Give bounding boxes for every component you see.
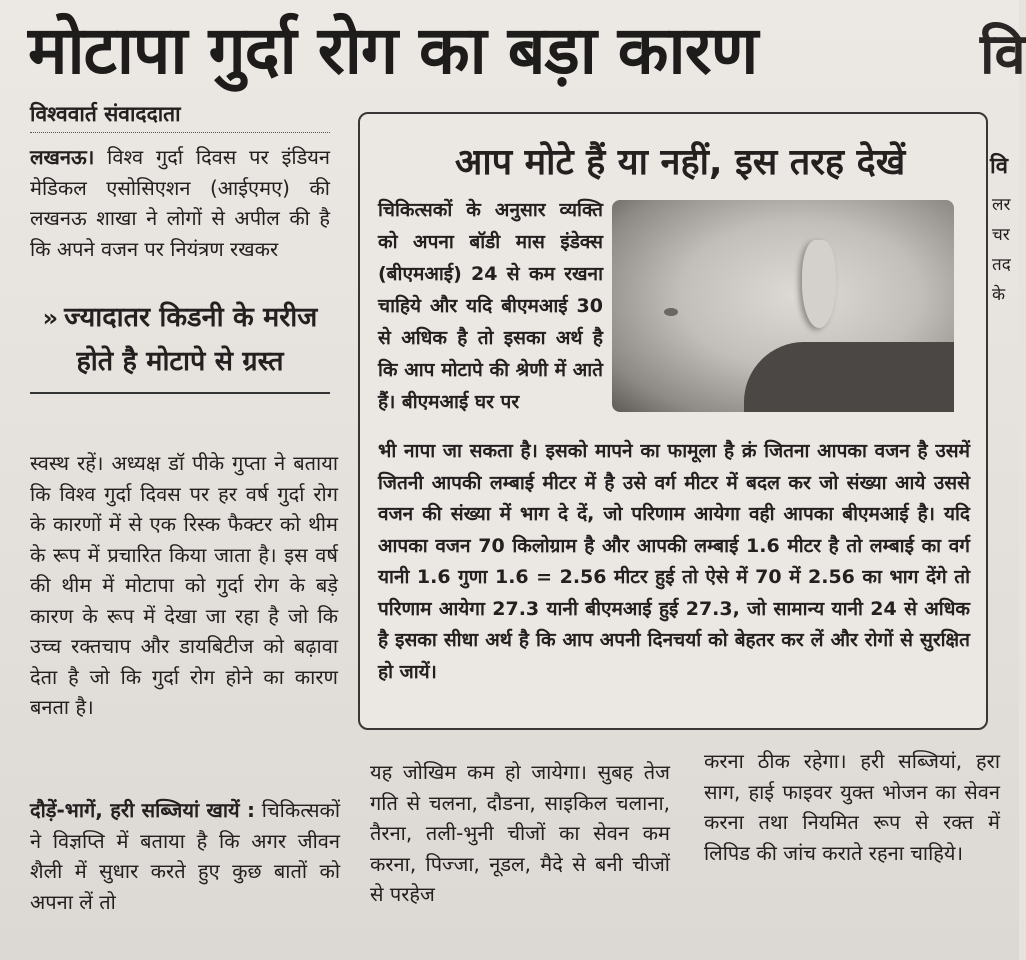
- adjacent-line: के: [992, 285, 1006, 305]
- pull-quote: [30, 296, 330, 394]
- adjacent-line: लर: [992, 195, 1011, 215]
- bmi-info-box: [358, 112, 988, 730]
- headline: मोटापा गुर्दा रोग का बड़ा कारण: [28, 12, 758, 89]
- photo-navel-shape: [664, 308, 678, 316]
- section-text: चिकित्सकों ने विज्ञप्ति में बताया है कि अगर जीवन शैली में सुधार करते हुए कुछ बातों को अपना लें तो: [30, 798, 341, 914]
- adjacent-article-title: वि: [990, 154, 1008, 179]
- adjacent-headline-fragment: वि: [980, 22, 1026, 87]
- dateline: लखनऊ।: [30, 145, 95, 169]
- photo-cloth-shape: [744, 342, 954, 412]
- article-intro: [30, 142, 330, 264]
- article-col-3: करना ठीक रहेगा। हरी सब्जियां, हरा साग, हाई फाइवर युक्त भोजन का सेवन करना तथा नियमित रूप से रक्त में लिपिड की जांच कराते रहना चाहिये।: [704, 749, 1000, 865]
- box-title: आप मोटे हैं या नहीं, इस तरह देखें: [454, 142, 906, 183]
- adjacent-line: तद: [992, 255, 1011, 275]
- article-body: स्वस्थ रहें। अध्यक्ष डॉ पीके गुप्ता ने बताया कि विश्व गुर्दा दिवस पर हर वर्ष गुर्दा रोग के कारणों में से एक रिस्क फैक्टर को थीम के रूप में प्रचारित किया जाता है। इस वर्ष की थीम में मोटापा को गुर्दा रोग के बड़े कारण के रूप में देखा जा रहा है जो कि उच्च रक्तचाप और डायबिटीज को बढ़ावा देता है जो कि गुर्दा रोग होने का कारण बनता है।: [30, 451, 338, 719]
- adjacent-line: चर: [992, 225, 1010, 245]
- byline: विश्ववार्त संवाददाता: [30, 100, 330, 133]
- intro-text: विश्व गुर्दा दिवस पर इंडियन मेडिकल एसोसिएशन (आईएमए) की लखनऊ शाखा ने लोगों से अपील की है कि अपने वजन पर नियंत्रण रखकर: [30, 145, 330, 261]
- article-col-2: यह जोखिम कम हो जायेगा। सुबह तेज गति से चलना, दौडना, साइकिल चलाना, तैरना, तली-भुनी चीजों का सेवन कम करना, पिज्जा, नूडल, मैदे से बनी चीजों से परहेज: [370, 760, 670, 906]
- quote-mark-icon: »: [42, 304, 59, 332]
- section-subhead: दौड़ें-भागें, हरी सब्जियां खायें :: [30, 798, 256, 822]
- box-text-bottom: भी नापा जा सकता है। इसको मापने का फामूला है क्रं जितना आपका वजन है उसमें जितनी आपकी लम्बाई मीटर में है उसे वर्ग मीटर में बदल कर जो संख्या आये उससे वजन की संख्या में भाग दे दें, जो परिणाम आयेगा वही आपका बीएमआई है। यदि आपका वजन 70 किलोग्राम है और आपकी लम्बाई 1.6 मीटर है तो लम्बाई का वर्ग यानी 1.6 गुणा 1.6 = 2.56 मीटर हुई तो ऐसे में 70 में 2.56 का भाग देंगे तो परिणाम आयेगा 27.3 यानी बीएमआई हुई 27.3, जो सामान्य यानी 24 से अधिक है इसका सीधा अर्थ है कि आप अपनी दिनचर्या को बेहतर कर लें और रोगों से सुरक्षित हो जायें।: [378, 440, 970, 683]
- article-continued: [30, 795, 340, 917]
- adjacent-article-text: [992, 160, 1022, 310]
- pull-quote-text: ज्यादातर किडनी के मरीज होते है मोटापे से ग्रस्त: [64, 302, 318, 377]
- belly-photo: [612, 200, 954, 412]
- box-text-top: चिकित्सकों के अनुसार व्यक्ति को अपना बॉडी मास इंडेक्स (बीएमआई) 24 से कम रखना चाहिये और यदि बीएमआई 30 से अधिक है तो इसका अर्थ है कि आप मोटापे की श्रेणी में आते हैं। बीएमआई घर पर: [378, 199, 603, 413]
- photo-hand-shape: [802, 240, 836, 328]
